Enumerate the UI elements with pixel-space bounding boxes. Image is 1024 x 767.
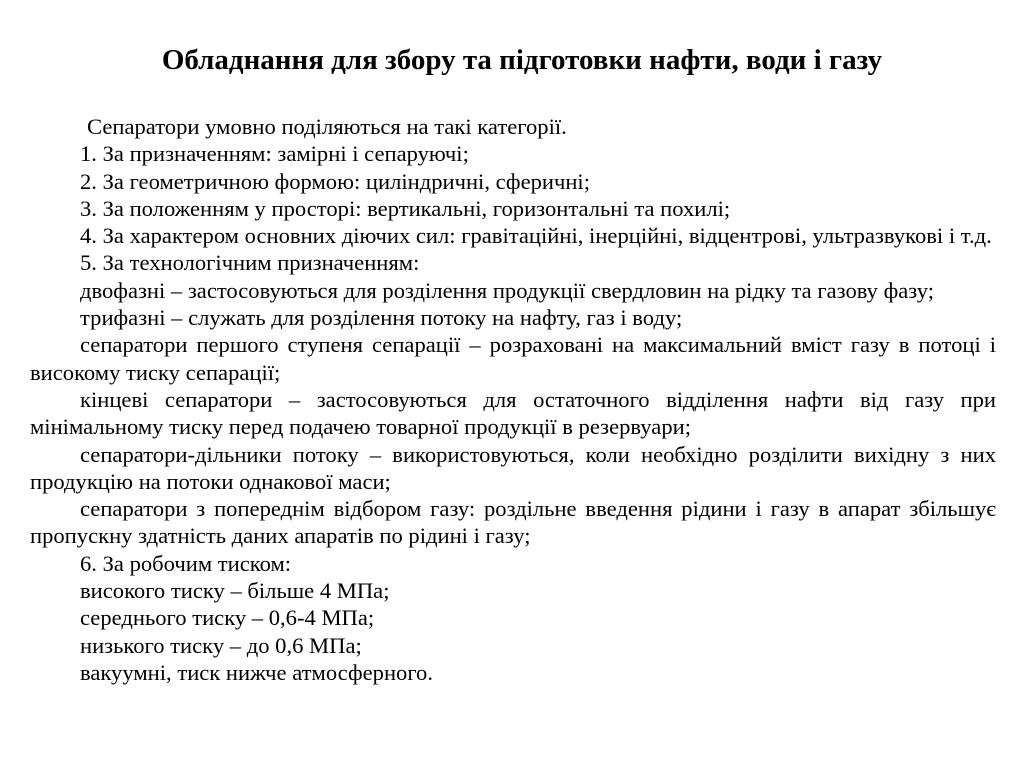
slide-title: Обладнання для збору та підготовки нафти, води і газу	[161, 44, 883, 76]
intro-paragraph: Сепаратори умовно поділяються на такі категорії.	[87, 114, 567, 139]
item-pre-gas-removal: сепаратори з попереднім відбором газу: роздільне введення рідини і газу в апарат збільшує пропускну здатність даних апаратів по рідині і газу;	[30, 496, 996, 549]
item-vacuum: вакуумні, тиск нижче атмосферного.	[80, 659, 433, 685]
category-pressure: 6. За робочим тиском:	[80, 550, 292, 576]
item-low-pressure: низького тиску – до 0,6 МПа;	[80, 632, 362, 658]
item-flow-dividers: сепаратори-дільники потоку – використовуються, коли необхідно розділити вихідну з них продукцію на потоки однакової маси;	[30, 441, 996, 494]
category-shape: 2. За геометричною формою: циліндричні, сферичні;	[80, 168, 590, 194]
category-purpose: 1. За призначенням: замірні і сепаруючі;	[80, 141, 469, 167]
item-medium-pressure: середнього тиску – 0,6-4 МПа;	[80, 605, 375, 631]
slide-body	[30, 113, 996, 686]
item-high-pressure: високого тиску – більше 4 МПа;	[80, 578, 390, 604]
category-orientation: 3. За положенням у просторі: вертикальні, горизонтальні та похилі;	[80, 195, 731, 221]
category-technology: 5. За технологічним призначенням:	[80, 250, 420, 276]
item-first-stage: сепаратори першого ступеня сепарації – розраховані на максимальний вміст газу в потоці і високому тиску сепарації;	[30, 332, 996, 385]
item-two-phase: двофазні – застосовуються для розділення продукції свердловин на рідку та газову фазу;	[80, 277, 934, 303]
item-three-phase: трифазні – служать для розділення потоку на нафту, газ і воду;	[80, 305, 683, 331]
item-final-separators: кінцеві сепаратори – застосовуються для остаточного відділення нафти від газу при мінімальному тиску перед подачею товарної продукції в резервуари;	[30, 386, 996, 440]
category-forces: 4. За характером основних діючих сил: гравітаційні, інерційні, відцентрові, ультразвукові і т.д.	[80, 223, 992, 249]
